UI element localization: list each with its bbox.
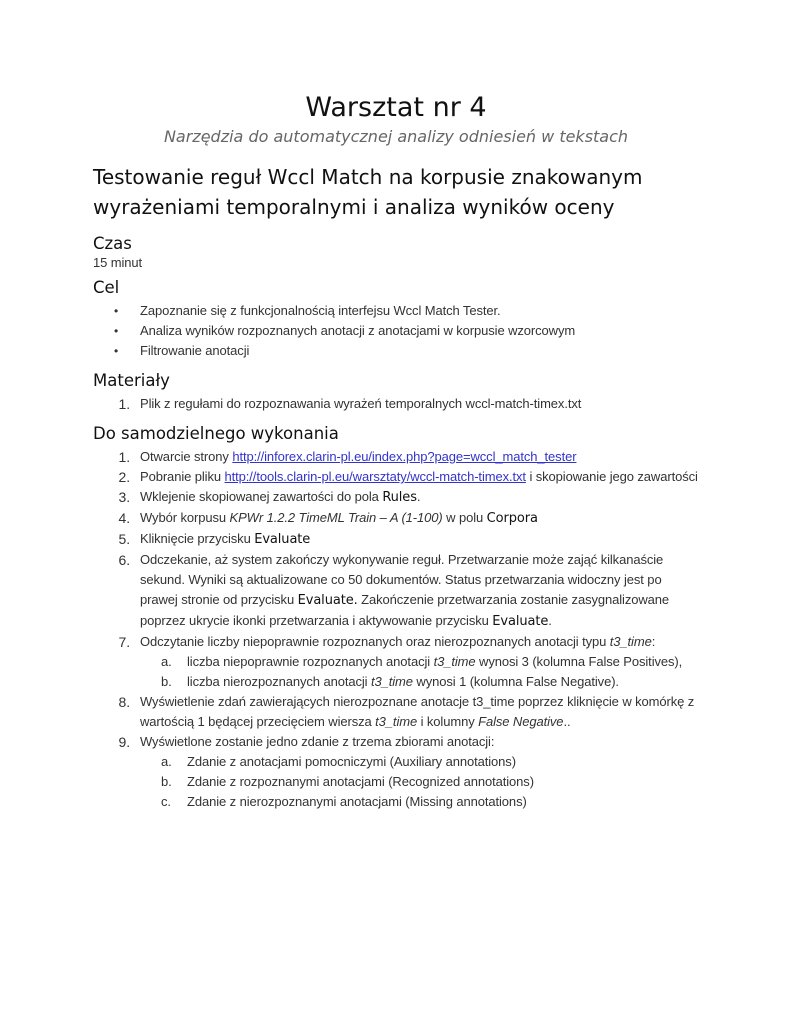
- section-heading-cel: Cel: [93, 278, 120, 297]
- document-subtitle: Narzędzia do automatycznej analizy odniesień w tekstach: [163, 127, 629, 146]
- cel-item: • Analiza wyników rozpoznanych anotacji z anotacjami w korpusie wzorcowym: [114, 321, 699, 341]
- step-text-part: wynosi 3 (kolumna False Positives),: [475, 654, 683, 669]
- sub-item: [161, 772, 699, 792]
- annotation-type: t3_time: [370, 674, 413, 689]
- sub-item: [161, 672, 699, 692]
- step-text-part: :: [651, 634, 656, 649]
- column-name: False Negative: [478, 714, 564, 729]
- step-text-part: Zakończenie przetwarzania zostanie zasygnalizowane poprzez ukrycie ikonki przetwarzania i aktywowanie przycisku: [140, 592, 670, 628]
- step-item: [93, 632, 699, 692]
- materialy-list: [93, 394, 699, 414]
- step-text-part: Wybór korpusu: [140, 510, 230, 525]
- cel-item: • Filtrowanie anotacji: [114, 341, 699, 361]
- sub-list: [140, 752, 699, 812]
- step-text-part: Wyświetlone zostanie jedno zdanie z trzema zbiorami anotacji:: [140, 734, 495, 749]
- annotation-type: t3_time: [433, 654, 476, 669]
- step-text-part: wynosi 1 (kolumna False Negative).: [412, 674, 619, 689]
- list-number: 4.: [118, 510, 130, 526]
- step-text: [140, 467, 699, 487]
- step-text: [140, 632, 699, 692]
- sub-text: [187, 672, 699, 692]
- step-item: [93, 487, 699, 508]
- section-materialy: [93, 371, 699, 414]
- step-text-part: Otwarcie strony: [140, 449, 233, 464]
- step-text: [140, 692, 699, 732]
- step-text: [140, 529, 699, 550]
- annotation-type: t3_time: [609, 634, 652, 649]
- section-do-wykonania: [93, 424, 699, 812]
- rules-file-link[interactable]: http://tools.clarin-pl.eu/warsztaty/wccl-match-timex.txt: [224, 469, 526, 484]
- list-number: 7.: [118, 634, 130, 650]
- list-number: 3.: [118, 489, 130, 505]
- step-text-part: Kliknięcie przycisku: [140, 531, 255, 546]
- sub-number: b.: [161, 674, 172, 689]
- document-title: Warsztat nr 4: [305, 92, 487, 123]
- main-heading: [93, 162, 699, 222]
- sub-number: a.: [161, 754, 172, 769]
- step-text-part: w polu: [442, 510, 487, 525]
- list-number: 8.: [118, 694, 130, 710]
- cel-list: [93, 301, 699, 361]
- list-number: 9.: [118, 734, 130, 750]
- step-text-part: liczba nierozpoznanych anotacji: [187, 674, 371, 689]
- materialy-item-text: Plik z regułami do rozpoznawania wyrażeń temporalnych wccl-match-timex.txt: [140, 396, 582, 411]
- materialy-item: [93, 394, 699, 414]
- sub-text: Zdanie z nierozpoznanymi anotacjami (Missing annotations): [187, 794, 527, 809]
- step-text-part: i skopiowanie jego zawartości: [525, 469, 698, 484]
- sub-text: Zdanie z anotacjami pomocniczymi (Auxiliary annotations): [187, 754, 516, 769]
- rules-field-name: Rules: [382, 490, 417, 505]
- step-text-part: i kolumny: [417, 714, 479, 729]
- corpora-field-name: Corpora: [486, 511, 538, 526]
- evaluate-button-name: Evaluate: [254, 532, 311, 547]
- step-item: [93, 692, 699, 732]
- step-text-part: .: [548, 613, 552, 628]
- step-text: [140, 732, 699, 812]
- evaluate-button-name: Evaluate.: [297, 593, 358, 608]
- sub-number: b.: [161, 774, 172, 789]
- step-text: [140, 508, 699, 529]
- list-number: 1.: [118, 396, 130, 412]
- step-text: [140, 487, 699, 508]
- sub-number: c.: [161, 794, 171, 809]
- steps-list: [93, 447, 699, 812]
- corpus-name: KPWr 1.2.2 TimeML Train – A (1-100): [229, 510, 443, 525]
- step-item: [93, 508, 699, 529]
- step-text-part: .: [416, 489, 421, 504]
- step-text-part: ..: [563, 714, 571, 729]
- step-item: [93, 447, 699, 467]
- step-text-part: Odczytanie liczby niepoprawnie rozpoznanych oraz nierozpoznanych anotacji typu: [140, 634, 610, 649]
- sub-text: [187, 652, 699, 672]
- step-text: [140, 447, 699, 467]
- step-text-part: Wklejenie skopiowanej zawartości do pola: [140, 489, 383, 504]
- section-heading-do-wykonania: Do samodzielnego wykonania: [93, 424, 339, 443]
- sub-item: [161, 792, 699, 812]
- sub-text: Zdanie z rozpoznanymi anotacjami (Recognized annotations): [187, 774, 534, 789]
- section-heading-czas: Czas: [93, 234, 132, 253]
- section-heading-materialy: Materiały: [93, 371, 170, 390]
- annotation-type: t3_time: [375, 714, 418, 729]
- cel-item: • Zapoznanie się z funkcjonalnością interfejsu Wccl Match Tester.: [114, 301, 699, 321]
- step-item: [93, 732, 699, 812]
- step-text-part: Wyświetlenie zdań zawierających nierozpoznane anotacje t3_time poprzez kliknięcie w komórkę z wartością 1 będącej przecięciem wiersza: [140, 694, 695, 729]
- czas-value: 15 minut: [93, 255, 143, 270]
- sub-item: [161, 752, 699, 772]
- section-czas: [93, 234, 699, 270]
- step-text-part: Pobranie pliku: [140, 469, 225, 484]
- inforex-link[interactable]: http://inforex.clarin-pl.eu/index.php?page=wccl_match_tester: [232, 449, 577, 464]
- section-cel: [93, 278, 699, 361]
- list-number: 6.: [118, 552, 130, 568]
- main-heading-line-2: wyrażeniami temporalnymi i analiza wyników oceny: [93, 195, 615, 219]
- evaluate-button-name: Evaluate: [492, 614, 549, 629]
- step-item: [93, 550, 699, 632]
- list-number: 2.: [118, 469, 130, 485]
- step-item: [93, 529, 699, 550]
- sub-number: a.: [161, 654, 172, 669]
- sub-item: [161, 652, 699, 672]
- list-number: 1.: [118, 449, 130, 465]
- step-text: [140, 550, 699, 632]
- step-text-part: liczba niepoprawnie rozpoznanych anotacji: [187, 654, 434, 669]
- list-number: 5.: [118, 531, 130, 547]
- step-item: [93, 467, 699, 487]
- sub-list: [140, 652, 699, 692]
- step-text-part: Odczekanie, aż system zakończy wykonywanie reguł. Przetwarzanie może zająć kilkanaście sekund. Wyniki są aktualizowane co 50 dokumentów. Status przetwarzania widoczny jest po prawej stronie od przycisku: [140, 552, 664, 607]
- main-heading-line-1: Testowanie reguł Wccl Match na korpusie znakowanym: [93, 165, 643, 189]
